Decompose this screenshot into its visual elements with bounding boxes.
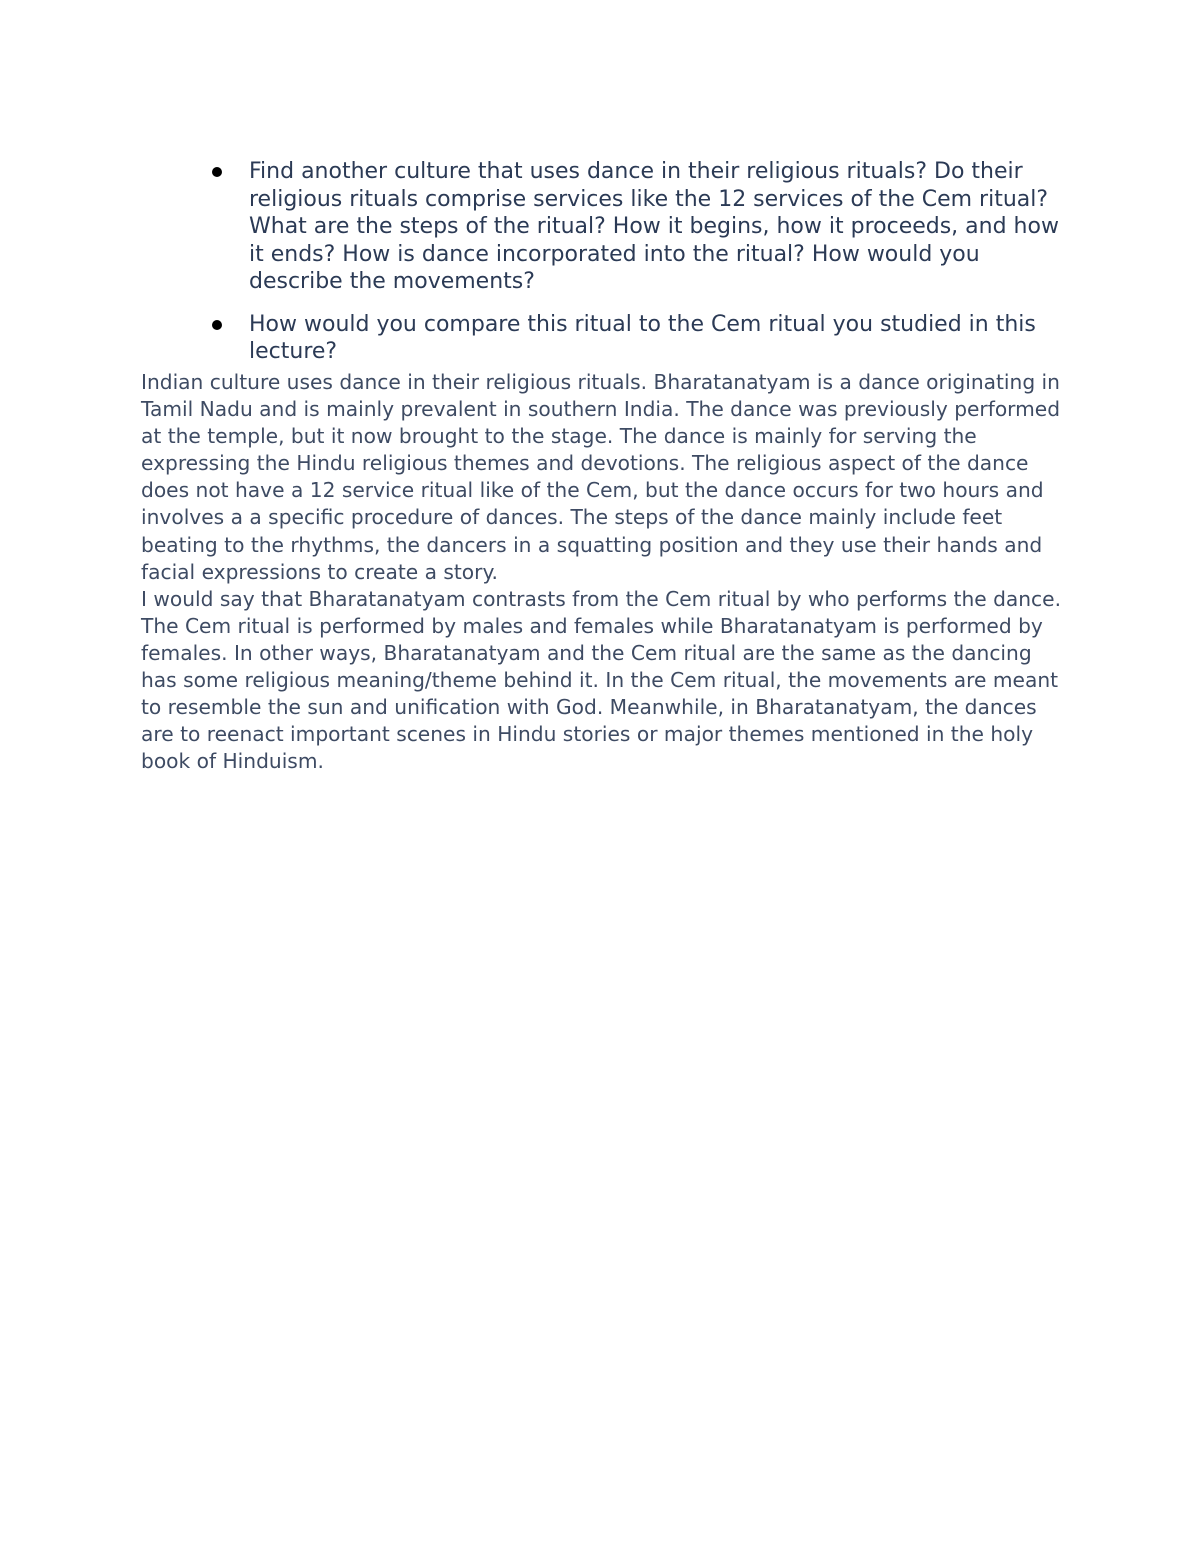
answer-paragraph: Indian culture uses dance in their religious rituals. Bharatanatyam is a dance originating in Tamil Nadu and is mainly prevalent in southern India. The dance was previously performed at the temple, but it now brought to the stage. The dance is mainly for serving the expressing the Hindu religious themes and devotions. The religious aspect of the dance does not have a 12 service ritual like of the Cem, but the dance occurs for two hours and involves a a specific procedure of dances. The steps of the dance mainly include feet beating to the rhythms, the dancers in a squatting position and they use their hands and facial expressions to create a story. I would say that Bharatanatyam contrasts from the Cem ritual by who performs the dance. The Cem ritual is performed by males and females while Bharatanatyam is performed by females. In other ways, Bharatanatyam and the Cem ritual are the same as the dancing has some religious meaning/theme behind it. In the Cem ritual, the movements are meant to resemble the sun and unification with God. Meanwhile, in Bharatanatyam, the dances are to reenact important scenes in Hindu stories or major themes mentioned in the holy book of Hinduism. xyxy=(141,370,1061,774)
question-item xyxy=(208,311,1068,366)
bullet-icon xyxy=(212,167,222,177)
bullet-icon xyxy=(212,320,222,330)
question-list xyxy=(208,158,1068,381)
question-item xyxy=(208,158,1068,296)
question-text: Find another culture that uses dance in their religious rituals? Do their religious rituals comprise services like the 12 services of the Cem ritual? What are the steps of the ritual? How it begins, how it proceeds, and how it ends? How is dance incorporated into the ritual? How would you describe the movements? xyxy=(249,159,1059,294)
question-text: How would you compare this ritual to the Cem ritual you studied in this lecture? xyxy=(249,311,1036,364)
